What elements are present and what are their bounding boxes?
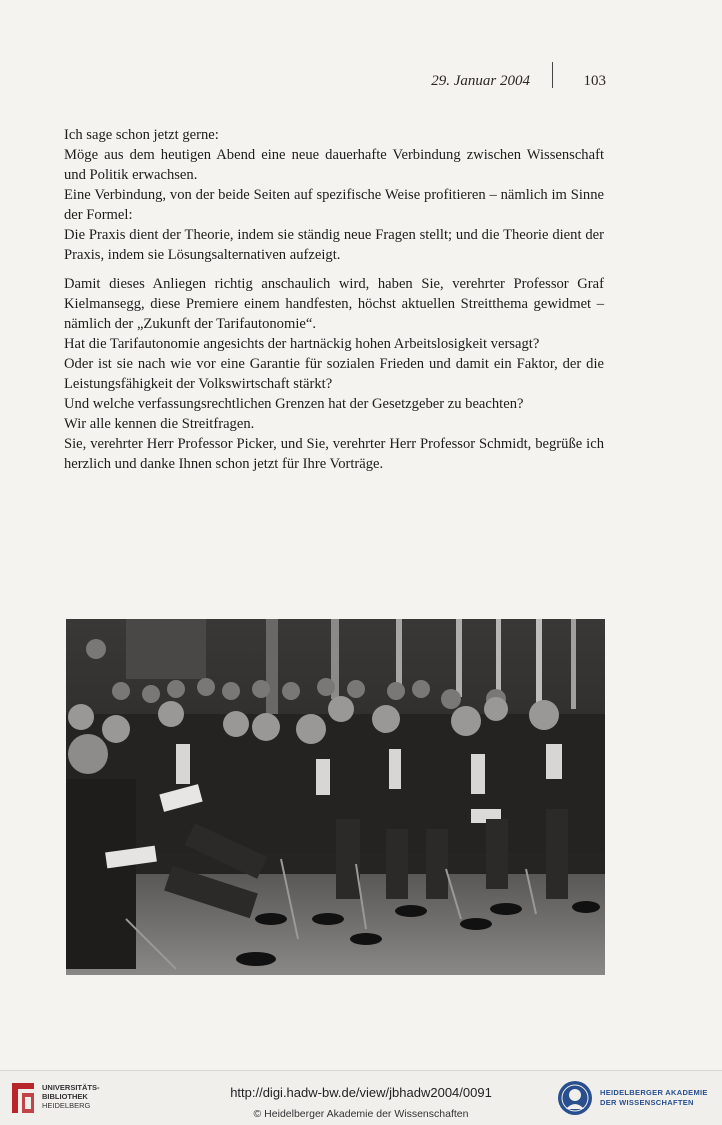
- academy-name-line: DER WISSENSCHAFTEN: [600, 1098, 694, 1107]
- audience-photo-drawing: [66, 619, 605, 975]
- paragraph: Die Praxis dient der Theorie, indem sie ständig neue Fragen stellt; und die Theorie dient der Praxis, indem sie Lösungsalternativen aufzeigt.: [64, 227, 604, 263]
- academy-seal-icon[interactable]: [557, 1080, 593, 1116]
- library-name-line: UNIVERSITÄTS-: [42, 1083, 100, 1092]
- paragraph: Oder ist sie nach wie vor eine Garantie für sozialen Frieden und damit ein Faktor, der die Leistungsfähigkeit der Volkswirtschaft stärkt?: [64, 356, 604, 392]
- body-text: [64, 125, 604, 474]
- audience-photo: [66, 619, 605, 975]
- library-name-line: BIBLIOTHEK: [42, 1092, 88, 1101]
- paragraph: Möge aus dem heutigen Abend eine neue dauerhafte Verbindung zwischen Wissenschaft und Politik erwachsen.: [64, 147, 604, 183]
- paragraph: Wir alle kennen die Streitfragen.: [64, 416, 255, 432]
- paragraph: Und welche verfassungsrechtlichen Grenzen hat der Gesetzgeber zu beachten?: [64, 396, 524, 412]
- running-header-date: 29. Januar 2004: [431, 73, 530, 89]
- copyright-notice: © Heidelberger Akademie der Wissenschaften: [253, 1108, 469, 1120]
- paragraph: Eine Verbindung, von der beide Seiten auf spezifische Weise profitieren – nämlich im Sinne der Formel:: [64, 187, 604, 223]
- paragraph: Sie, verehrter Herr Professor Picker, und Sie, verehrter Herr Professor Schmidt, begrüße ich herzlich und danke Ihnen schon jetzt für Ihre Vorträge.: [64, 436, 604, 472]
- academy-name-line: HEIDELBERGER AKADEMIE: [600, 1088, 708, 1097]
- paragraph: Damit dieses Anliegen richtig anschaulich wird, haben Sie, verehrter Professor Graf Kielmansegg, diese Premiere einem handfesten, höchst aktuellen Streitthema gewidmet – nämlich der „Zukunft der Tarifautonomie“.: [64, 276, 604, 332]
- library-name-line: HEIDELBERG: [42, 1101, 91, 1110]
- header-divider: [552, 62, 553, 88]
- viewer-footer: [0, 1070, 722, 1125]
- academy-name[interactable]: [600, 1088, 708, 1108]
- permalink-url[interactable]: http://digi.hadw-bw.de/view/jbhadw2004/0091: [230, 1085, 492, 1100]
- page-number: 103: [583, 73, 606, 89]
- paragraph: Hat die Tarifautonomie angesichts der hartnäckig hohen Arbeitslosigkeit versagt?: [64, 336, 540, 352]
- paragraph: Ich sage schon jetzt gerne:: [64, 127, 219, 143]
